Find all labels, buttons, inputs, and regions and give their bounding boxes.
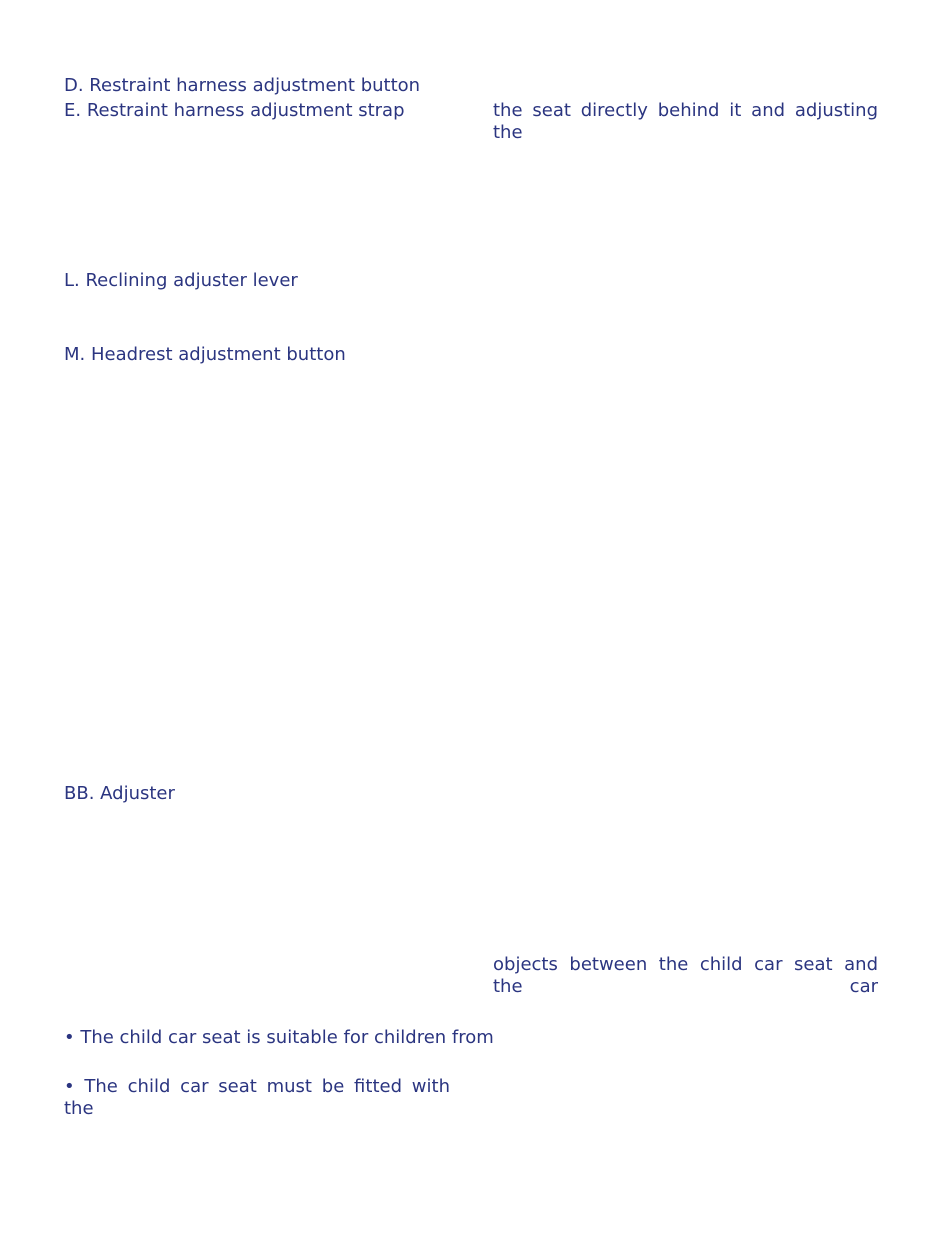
bullet-item: • The child car seat must be fitted with the bbox=[64, 1076, 450, 1119]
part-label-bb: BB. Adjuster bbox=[64, 783, 175, 804]
part-label-e: E. Restraint harness adjustment strap bbox=[64, 100, 405, 121]
right-column-line: the seat directly behind it and adjusting the bbox=[493, 100, 878, 143]
part-label-l: L. Reclining adjuster lever bbox=[64, 270, 298, 291]
bullet-item: • The child car seat is suitable for children from bbox=[64, 1027, 494, 1048]
part-label-m: M. Headrest adjustment button bbox=[64, 344, 346, 365]
right-column-line: objects between the child car seat and the car bbox=[493, 954, 878, 997]
part-label-d: D. Restraint harness adjustment button bbox=[64, 75, 421, 96]
